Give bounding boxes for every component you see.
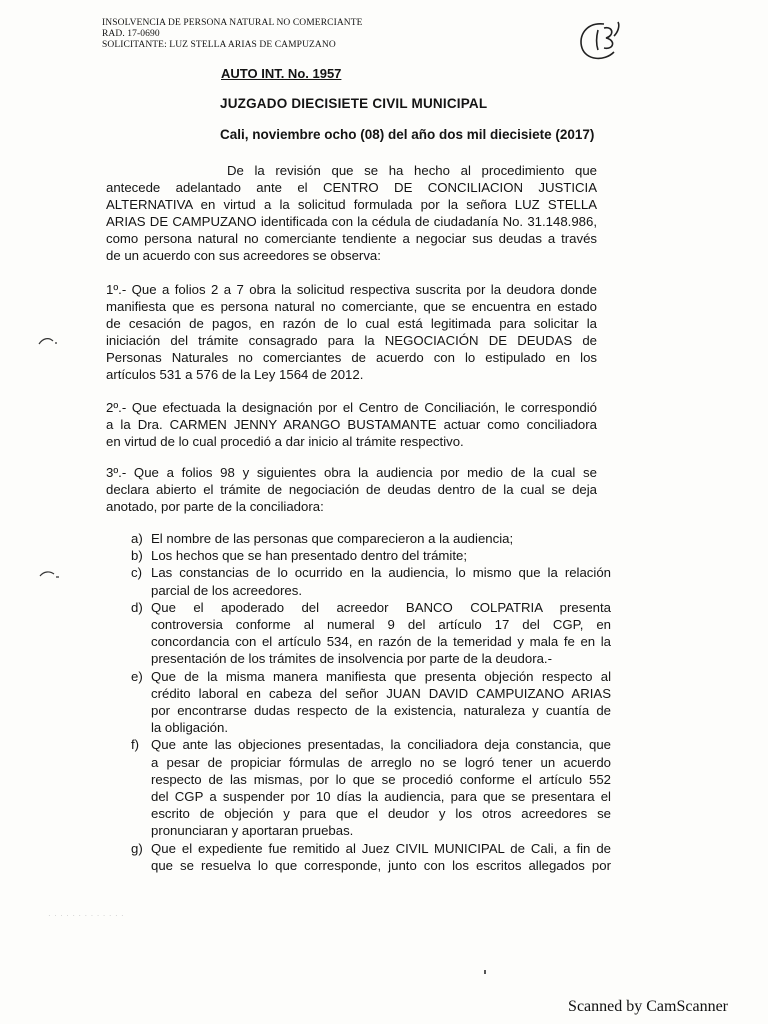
list-item-marker: e) [131,668,143,684]
list-item-line: concordancia con el artículo 534, en razón de la temeridad y mala fe en la [151,634,611,650]
date-line: Cali, noviembre ocho (08) del año dos mil diecisiete (2017) [220,127,595,142]
list-item-line: presentación de los trámites de insolvencia por parte de la deudora.- [151,651,552,667]
paragraph-2 [106,399,597,450]
hole-punch-mark-upper [37,336,59,346]
header-line-process: INSOLVENCIA DE PERSONA NATURAL NO COMERCIANTE [102,18,363,28]
header-line-radicado: RAD. 17-0690 [102,29,160,39]
list-item-f [131,736,611,839]
list-item-line: El nombre de las personas que comparecieron a la audiencia; [151,531,514,546]
list-item-g [131,840,611,874]
p3-line: declara abierto el trámite de negociación de deudas dentro de la cual se deja [106,482,597,497]
list-item-a [131,530,611,547]
list-item-marker: g) [131,840,143,856]
p1-line: 1º.- Que a folios 2 a 7 obra la solicitud respectiva suscrita por la deudora donde [106,282,597,297]
speck-mark [484,970,486,974]
list-item-line: Que el apoderado del acreedor BANCO COLPATRIA presenta [151,599,611,615]
intro-line: de un acuerdo con sus acreedores se observa: [106,248,381,263]
list-item-line: Que el expediente fue remitido al Juez CIVIL MUNICIPAL de Cali, a fin de [151,840,611,856]
intro-line: ARIAS DE CAMPUZANO identificada con la cédula de ciudadanía No. 31.148.986, [106,214,597,229]
intro-line: ALTERNATIVA en virtud a la solicitud formulada por la señora LUZ STELLA [106,197,597,212]
list-item-marker: f) [131,737,140,753]
list-item-marker: d) [131,599,143,615]
list-item-line: pronunciaran y aportaran pruebas. [151,823,354,839]
case-header [102,18,363,51]
list-item-b [131,547,611,564]
scanner-watermark: Scanned by CamScanner [568,998,728,1015]
list-item-line: escrito de objeción y para que el deudor y los otros acreedores se [151,806,611,822]
order-number-title: AUTO INT. No. 1957 [221,66,342,81]
list-item-c [131,564,611,598]
handwritten-folio-number [574,18,626,64]
p2-line: a la Dra. CARMEN JENNY ARANGO BUSTAMANTE actuar como conciliadora [106,417,597,432]
list-item-marker: c) [131,565,142,581]
intro-line: antecede adelantado ante el CENTRO DE CONCILIACION JUSTICIA [106,180,597,195]
hole-punch-mark-lower [38,569,60,579]
list-item-line: que se resuelva lo que corresponde, junto con los escritos allegados por [151,857,611,873]
paragraph-3 [106,464,597,515]
list-item-line: Las constancias de lo ocurrido en la audiencia, lo mismo que la relación [151,565,611,581]
p3-line: 3º.- Que a folios 98 y siguientes obra la audiencia por medio de la cual se [106,465,597,480]
paragraph-1 [106,281,597,383]
p1-line: manifiesta que es persona natural no comerciante, que se encuentra en estado [106,299,597,314]
list-item-marker: a) [131,531,143,546]
list-item-line: Que de la misma manera manifiesta que presenta objeción respecto al [151,668,611,684]
list-item-line: por encontrarse dudas respecto de la existencia, naturaleza y cuantía de [151,703,611,719]
p1-line: de cesación de pagos, en razón de lo cual está legitimada para solicitar la [106,316,597,331]
list-item-line: respecto de las mismas, por lo que se procedió conforme el artículo 552 [151,771,611,787]
p3-line: anotado, por parte de la conciliadora: [106,499,324,514]
bleed-through-text: · · · · · · · · · · · · · [48,911,125,920]
p1-line: artículos 531 a 576 de la Ley 1564 de 2012. [106,367,364,382]
list-item-line: Que ante las objeciones presentadas, la conciliadora deja constancia, que [151,737,611,753]
list-item-line: crédito laboral en cabeza del señor JUAN DAVID CAMPUIZANO ARIAS [151,685,611,701]
court-name: JUZGADO DIECISIETE CIVIL MUNICIPAL [220,96,488,111]
p2-line: en virtud de lo cual procedió a dar inicio al trámite respectivo. [106,434,464,449]
list-item-d [131,599,611,668]
p1-line: Personas Naturales no comerciantes de acuerdo con lo estipulado en los [106,350,597,365]
list-item-marker: b) [131,548,143,564]
intro-line: como persona natural no comerciante tendiente a negociar sus deudas a través [106,231,597,246]
observations-list [131,530,611,874]
p2-line: 2º.- Que efectuada la designación por el Centro de Conciliación, le correspondió [106,400,597,415]
header-line-applicant: SOLICITANTE: LUZ STELLA ARIAS DE CAMPUZANO [102,40,336,50]
list-item-line: parcial de los acreedores. [151,582,303,598]
list-item-line: del CGP a suspender por 10 días la audiencia, para que se presentara el [151,789,611,805]
list-item-line: controversia conforme al numeral 9 del artículo 17 del CGP, en [151,617,611,633]
p1-line: iniciación del trámite consagrado para la NEGOCIACIÓN DE DEUDAS de [106,333,597,348]
list-item-line: a pesar de propiciar fórmulas de arreglo no se logró tener un acuerdo [151,754,611,770]
list-item-e [131,668,611,737]
list-item-line: la obligación. [151,720,228,736]
intro-paragraph [106,162,597,264]
list-item-line: Los hechos que se han presentado dentro del trámite; [151,548,467,564]
intro-line: De la revisión que se ha hecho al procedimiento que [227,163,597,178]
